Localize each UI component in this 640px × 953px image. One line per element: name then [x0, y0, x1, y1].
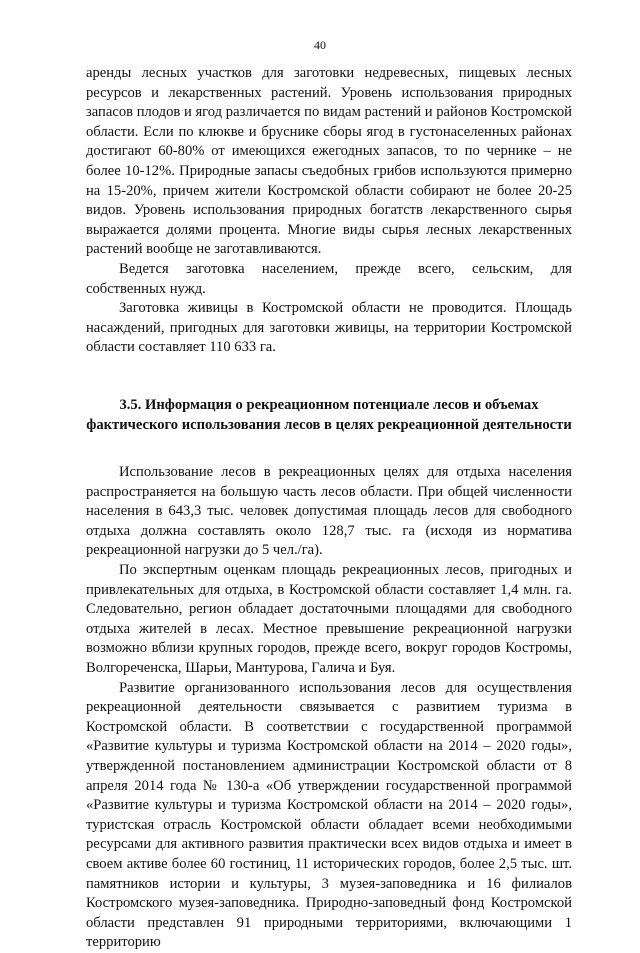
page-number: 40 — [314, 38, 326, 52]
paragraph-resin-harvesting: Заготовка живицы в Костромской области не проводится. Площадь насаждений, пригодных для заготовки живицы, на территории Костромской области составляет 110 633 га. — [86, 300, 572, 356]
paragraph-recreational-use: Использование лесов в рекреационных целях для отдыха населения распространяется на большую часть лесов области. При общей численности населения в 643,3 тыс. человек допустимая площадь лесов для свободного отдыха должна составлять около 128,7 тыс. га (исходя из норматива рекреационной нагрузки до 5 чел./га). — [86, 464, 572, 559]
section-heading-line-1: 3.5. Информация о рекреационном потенциале лесов и объемах — [119, 396, 539, 413]
document-body — [86, 64, 572, 953]
paragraph-local-harvesting: Ведется заготовка населением, прежде всего, сельским, для собственных нужд. — [86, 260, 572, 297]
paragraph-expert-estimates: По экспертным оценкам площадь рекреационных лесов, пригодных и привлекательных для отдыха, в Костромской области составляет 1,4 млн. га. Следовательно, регион обладает достаточными площадями для свободного отдыха жителей в лесах. Местное превышение рекреационной нагрузки возможно вблизи крупных городов, прежде всего, вокруг городов Костромы, Волгореченска, Шарьи, Мантурова, Галича и Буя. — [86, 562, 572, 677]
paragraph-tourism-development: Развитие организованного использования лесов для осуществления рекреационной деятельности связывается с развитием туризма в Костромской области. В соответствии с государственной программой «Развитие культуры и туризма Костромской области на 2014 – 2020 годы», утвержденной постановлением администрации Костромской области от 8 апреля 2014 года № 130-а «Об утверждении государственной программой «Развитие культуры и туризма Костромской области на 2014 – 2020 годы», туристская отрасль Костромской области обладает всеми необходимыми ресурсами для активного развития практически всех видов отдыха и имеет в своем активе более 60 гостиниц, 11 исторических городов, более 2,5 тыс. шт. памятников истории и культуры, 3 музея-заповедника и 16 филиалов Костромского музея-заповедника. Природно-заповедный фонд Костромской области представлен 91 природными территориями, включающими 1 территорию — [86, 679, 572, 951]
paragraph-berries-mushrooms: аренды лесных участков для заготовки недревесных, пищевых лесных ресурсов и лекарственных растений. Уровень использования природных запасов плодов и ягод различается по видам растений и районов Костромской области. Если по клюкве и бруснике сборы ягод в густонаселенных районах достигают 60-80% от имеющихся ежегодных запасов, то по чернике – не более 10-12%. Природные запасы съедобных грибов используются примерно на 15-20%, причем жители Костромской области собирают не более 20-25 видов. Уровень использования природных богатств лекарственного сырья выражается долями процента. Многие виды сырья лесных лекарственных растений вообще не заготавливаются. — [86, 65, 572, 258]
section-heading — [86, 396, 572, 435]
section-heading-line-2: фактического использования лесов в целях рекреационной деятельности — [86, 416, 572, 433]
